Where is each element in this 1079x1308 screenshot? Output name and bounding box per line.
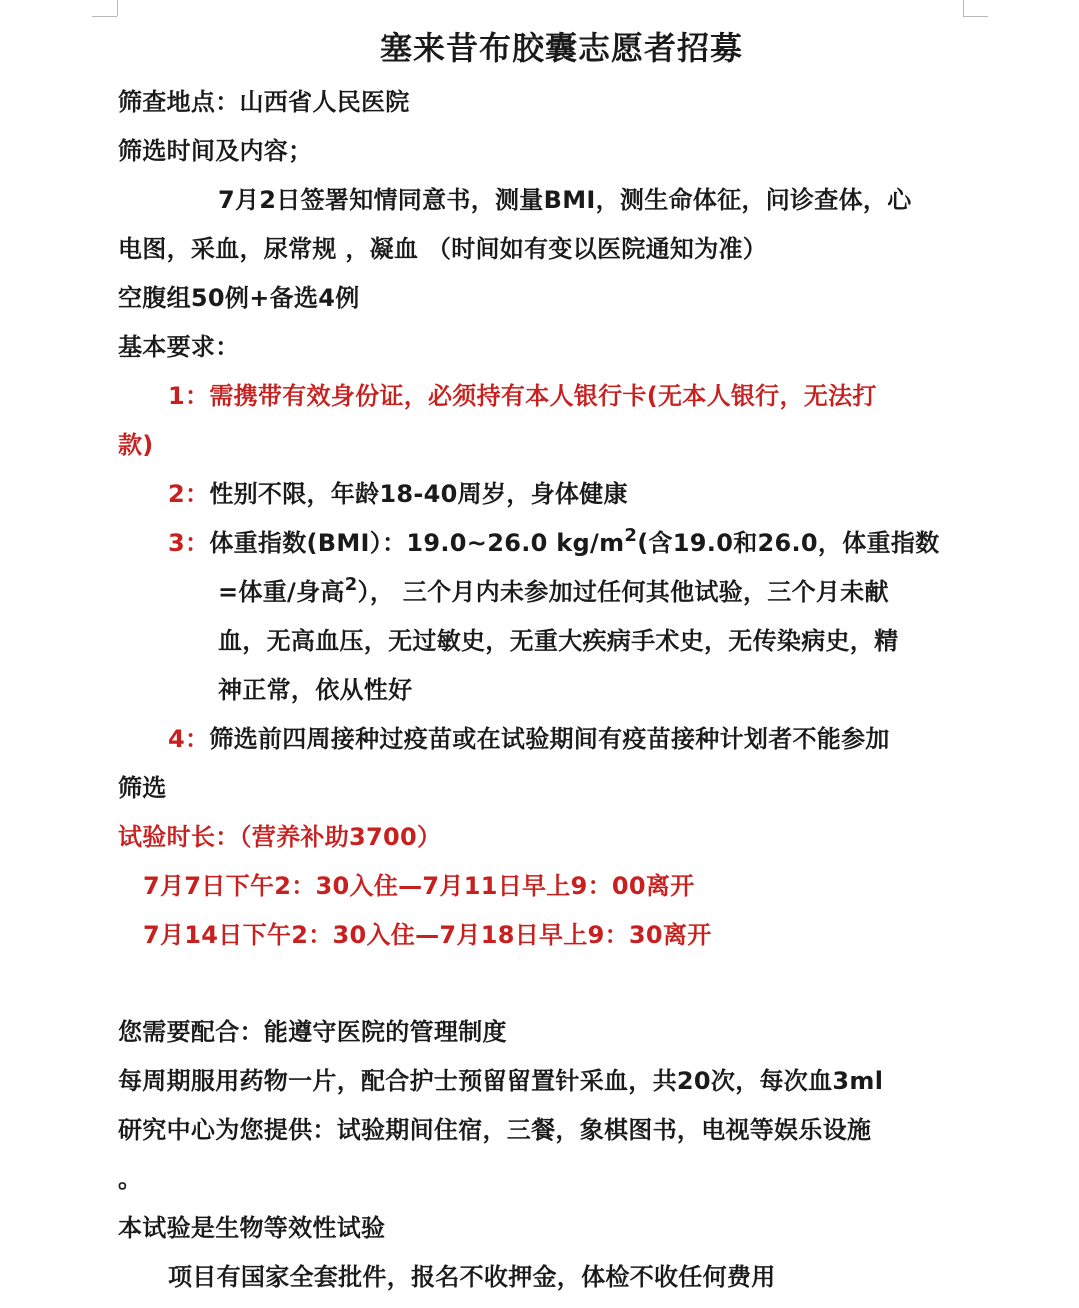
requirement-1-continued: 款)	[118, 431, 154, 459]
requirement-2	[168, 479, 628, 509]
screening-detail-line-2: 电图，采血，尿常规 ，凝血 （时间如有变以医院通知为准）	[118, 235, 768, 263]
requirement-text: 需携带有效身份证，必须持有本人银行卡(无本人银行，无法打	[209, 382, 877, 410]
requirements-heading: 基本要求：	[118, 333, 240, 361]
requirement-3	[168, 525, 940, 558]
requirement-4	[168, 724, 890, 754]
duration-heading: 试验时长：（营养补助3700）	[118, 823, 442, 851]
requirement-number: 2：	[168, 480, 210, 508]
superscript: 2	[624, 525, 638, 546]
screening-time-heading: 筛选时间及内容；	[118, 137, 313, 165]
requirement-number: 4：	[168, 725, 210, 753]
provisions-note-end: 。	[118, 1165, 143, 1193]
requirement-3-line-3: 血，无高血压，无过敏史，无重大疾病手术史，无传染病史，精	[218, 627, 899, 655]
dosing-note: 每周期服用药物一片，配合护士预留留置针采血，共20次，每次血3ml	[118, 1067, 884, 1095]
requirement-text: 体重指数(BMI）：19.0~26.0 kg/m	[209, 529, 625, 557]
requirement-number: 1：	[168, 382, 210, 410]
page-corner-mark	[963, 0, 964, 16]
requirement-1	[168, 381, 877, 411]
requirement-3-line-2	[218, 574, 889, 607]
group-size: 空腹组50例+备选4例	[118, 284, 360, 312]
screening-location: 筛查地点：山西省人民医院	[118, 88, 410, 116]
requirement-text: (含19.0和26.0，体重指数	[637, 529, 940, 557]
requirement-text: ）， 三个月内未参加过任何其他试验，三个月未献	[357, 578, 889, 606]
period-2: 7月14日下午2：30入住—7月18日早上9：30离开	[143, 921, 712, 949]
trial-type-note: 本试验是生物等效性试验	[118, 1214, 386, 1242]
provisions-note: 研究中心为您提供：试验期间住宿，三餐，象棋图书，电视等娱乐设施	[118, 1116, 872, 1144]
period-1: 7月7日下午2：30入住—7月11日早上9：00离开	[143, 872, 695, 900]
cooperation-note: 您需要配合：能遵守医院的管理制度	[118, 1018, 507, 1046]
requirement-text: 性别不限，年龄18-40周岁，身体健康	[209, 480, 628, 508]
requirement-3-line-4: 神正常，依从性好	[218, 676, 413, 704]
page-title: 塞来昔布胶囊志愿者招募	[380, 29, 744, 67]
requirement-number: 3：	[168, 529, 210, 557]
requirement-text: 筛选前四周接种过疫苗或在试验期间有疫苗接种计划者不能参加	[209, 725, 890, 753]
superscript: 2	[344, 574, 358, 595]
page-corner-mark	[963, 16, 988, 17]
page-corner-mark	[117, 0, 118, 16]
requirement-4-continued: 筛选	[118, 774, 167, 802]
approval-note: 项目有国家全套批件，报名不收押金，体检不收任何费用	[168, 1263, 776, 1291]
requirement-text: =体重/身高	[218, 578, 345, 606]
page-corner-mark	[92, 16, 117, 17]
screening-detail-line-1: 7月2日签署知情同意书，测量BMI，测生命体征，问诊查体，心	[218, 186, 912, 214]
